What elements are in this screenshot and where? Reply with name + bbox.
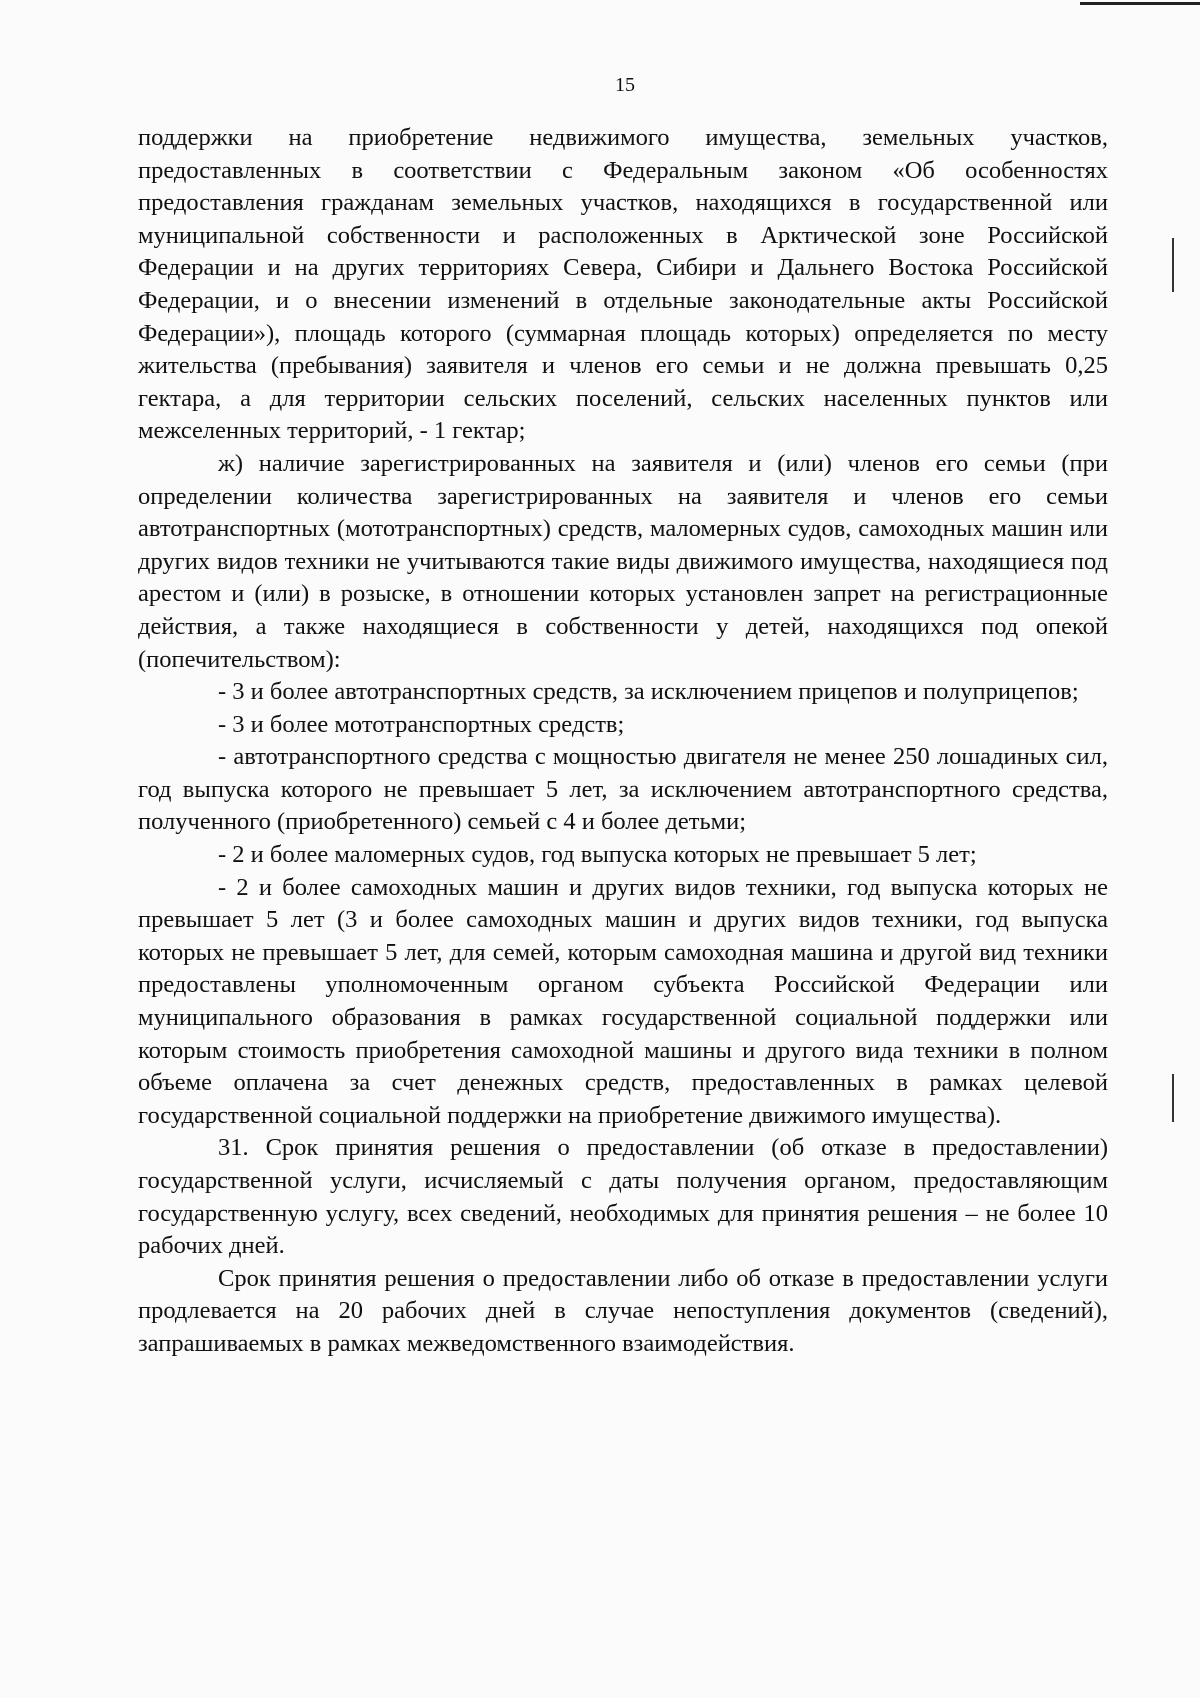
paragraph-item-31: 31. Срок принятия решения о предоставлении (об отказе в предоставлении) государственной услуги, исчисляемый с даты получения органом, предоставляющим государственную услугу, всех сведений, необходимых для принятия решения – не более 10 рабочих дней. [138,1134,1108,1260]
paragraph-land-plots: поддержки на приобретение недвижимого имущества, земельных участков, предоставленных в соответствии с Федеральным законом «Об особенностях предоставления гражданам земельных участков, находящихся в государственной или муниципальной собственности и расположенных в Арктической зоне Российской Федерации и на других территориях Севера, Сибири и Дальнего Востока Российской Федерации, и о внесении изменений в отдельные законодательные акты Российской Федерации»), площадь которого (суммарная площадь которых) определяется по месту жительства (пребывания) заявителя и членов его семьи и не должна превышать 0,25 гектара, а для территории сельских поселений, сельских населенных пунктов или межселенных территорий, - 1 гектар; [138,124,1108,445]
paragraph-dash-motorcycles: - 3 и более мототранспортных средств; [218,710,625,738]
paragraph-dash-self-propelled: - 2 и более самоходных машин и других видов техники, год выпуска которых не превышает 5 лет (3 и более самоходных машин и других видов техники, год выпуска которых не превышает 5 лет, для семей, которым самоходная машина и другой вид техники предоставлены уполномоченным органом субъекта Российской Федерации или муниципального образования в рамках государственной социальной поддержки или которым стоимость приобретения самоходной машины и другого вида техники в полном объеме оплачена за счет денежных средств, предоставленных в рамках целевой государственной социальной поддержки на приобретение движимого имущества). [138,873,1108,1129]
paragraph-dash-engine-power: - автотранспортного средства с мощностью двигателя не менее 250 лошадиных сил, год выпуска которого не превышает 5 лет, за исключением автотранспортного средства, полученного (приобретенного) семьей с 4 и более детьми; [138,743,1108,836]
paragraph-dash-small-vessels: - 2 и более маломерных судов, год выпуска которых не превышает 5 лет; [218,841,977,869]
paragraph-item-zh: ж) наличие зарегистрированных на заявителя и (или) членов его семьи (при определении количества зарегистрированных на заявителя и членов его семьи автотранспортных (мототранспортных) средств, маломерных судов, самоходных машин или других видов техники не учитываются такие виды движимого имущества, находящиеся под арестом и (или) в розыске, в отношении которых установлен запрет на регистрационные действия, а также находящиеся в собственности у детей, находящихся под опекой (попечительством): [138,449,1108,673]
document-body [138,122,1108,1361]
paragraph-dash-cars: - 3 и более автотранспортных средств, за исключением прицепов и полуприцепов; [218,678,1079,706]
top-edge-rule [1080,2,1200,5]
margin-mark-lower [1172,1074,1174,1122]
page-number: 15 [615,74,635,96]
margin-mark-upper [1172,238,1174,292]
paragraph-extension: Срок принятия решения о предоставлении либо об отказе в предоставлении услуги продлевается на 20 рабочих дней в случае непоступления документов (сведений), запрашиваемых в рамках межведомственного взаимодействия. [138,1264,1108,1357]
